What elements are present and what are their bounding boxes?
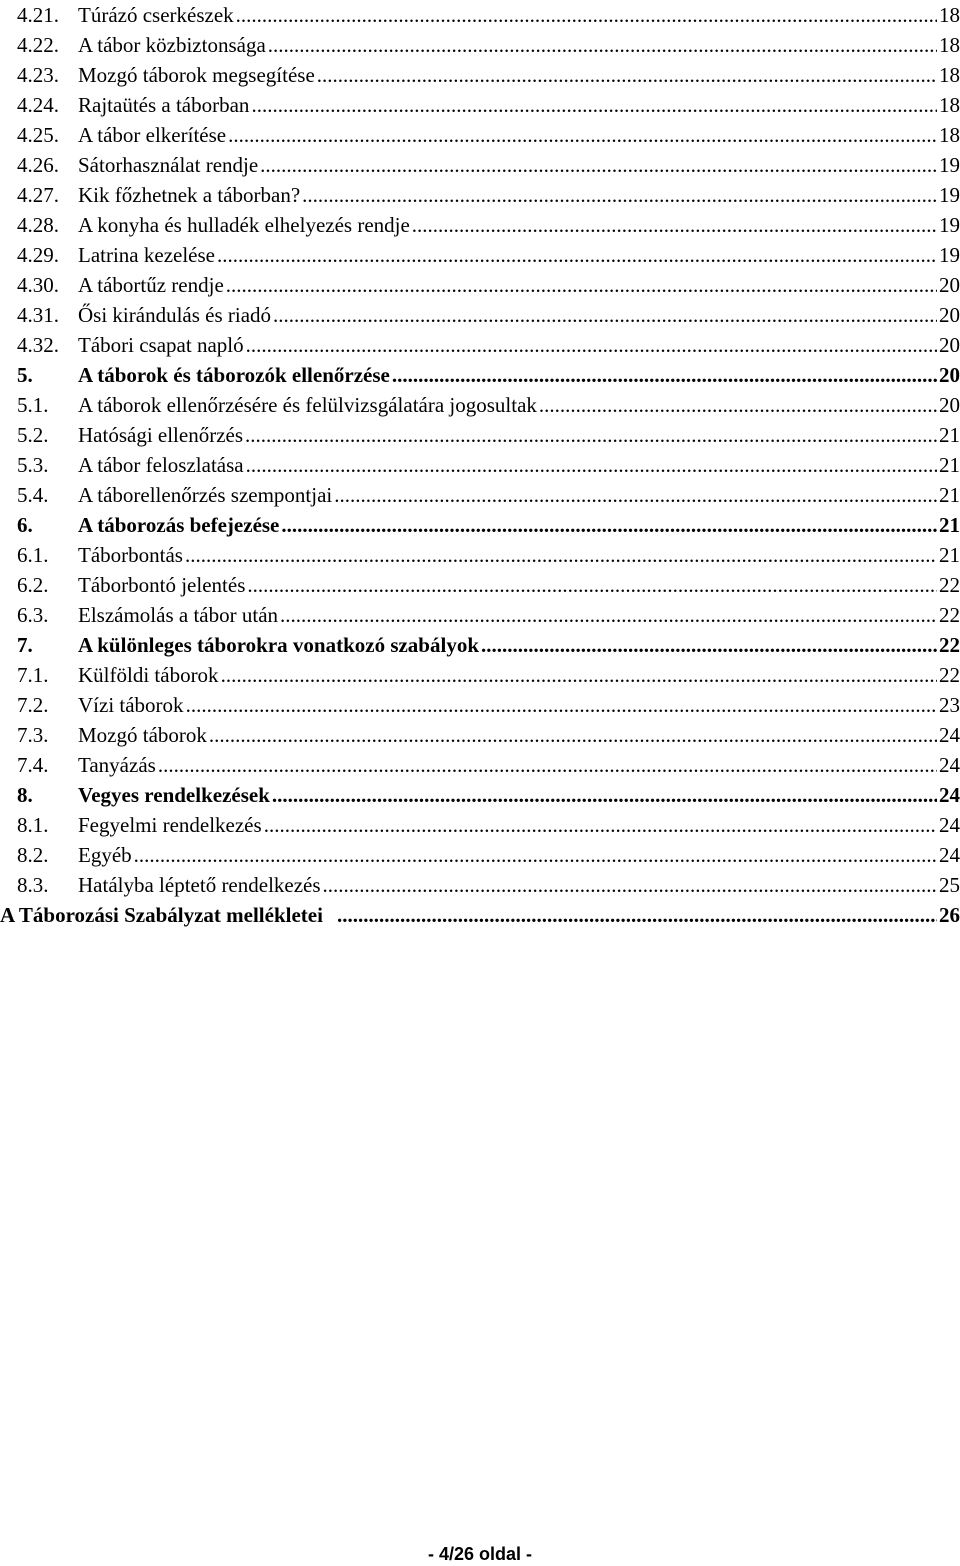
toc-leader-dots [302,180,937,210]
toc-entry-title: A tábor elkerítése [78,123,227,147]
toc-entry-number: 4.28. [17,213,59,237]
toc-entry[interactable] [0,180,960,210]
toc-leader-dots [251,90,937,120]
toc-entry[interactable] [0,660,960,690]
toc-leader-dots [217,240,937,270]
page-number-label: - 4/26 oldal - [427,1544,533,1564]
toc-entry-page: 25 [939,873,960,897]
toc-entry-number: 4.26. [17,153,59,177]
toc-entry[interactable] [0,600,960,630]
toc-entry[interactable] [0,240,960,270]
toc-entry-page: 22 [939,633,960,657]
toc-entry[interactable] [0,60,960,90]
toc-entry[interactable] [0,210,960,240]
toc-entry[interactable] [0,900,960,930]
toc-leader-dots [273,300,937,330]
toc-entry-page: 21 [939,543,960,567]
toc-entry[interactable] [0,420,960,450]
toc-entry[interactable] [0,360,960,390]
toc-entry-page: 24 [939,753,960,777]
toc-entry-title: A tábortűz rendje [78,273,224,297]
toc-entry-page: 20 [939,273,960,297]
toc-entry-title: Fegyelmi rendelkezés [78,813,262,837]
toc-entry-number: 4.23. [17,63,59,87]
toc-entry[interactable] [0,780,960,810]
toc-entry-title: Sátorhasználat rendje [78,153,259,177]
toc-entry-title: A különleges táborokra vonatkozó szabályok [78,633,479,657]
toc-entry[interactable] [0,510,960,540]
toc-entry-number: 8.3. [17,873,49,897]
toc-entry[interactable] [0,120,960,150]
toc-entry-number: 6. [17,513,33,537]
toc-entry-number: 8. [17,783,33,807]
toc-entry-title: Hatósági ellenőrzés [78,423,244,447]
toc-entry-number: 7.2. [17,693,49,717]
toc-entry-page: 24 [939,813,960,837]
toc-entry[interactable] [0,390,960,420]
toc-entry[interactable] [0,300,960,330]
toc-entry-number: 4.24. [17,93,59,117]
toc-entry-number: 4.27. [17,183,59,207]
page-footer [0,1544,960,1565]
toc-entry-page: 22 [939,603,960,627]
toc-entry-number: 5.2. [17,423,49,447]
toc-entry[interactable] [0,30,960,60]
toc-entry-title: Tanyázás [78,753,156,777]
toc-leader-dots [268,30,937,60]
toc-entry-page: 22 [939,663,960,687]
toc-entry-title: Elszámolás a tábor után [78,603,279,627]
toc-leader-dots [247,570,937,600]
toc-entry[interactable] [0,720,960,750]
toc-entry-number: 8.2. [17,843,49,867]
toc-entry-page: 19 [939,243,960,267]
toc-entry-number: 4.29. [17,243,59,267]
toc-entry[interactable] [0,330,960,360]
toc-leader-dots [185,540,937,570]
toc-leader-dots [264,810,937,840]
toc-entry-title: A tábor feloszlatása [78,453,244,477]
toc-entry-title: Rajtaütés a táborban [78,93,250,117]
toc-leader-dots [246,450,937,480]
toc-entry-page: 20 [939,333,960,357]
toc-entry-number: 4.30. [17,273,59,297]
toc-entry-title: A táborozás befejezése [78,513,280,537]
toc-entry-page: 21 [939,513,960,537]
toc-entry-number: 7. [17,633,33,657]
toc-entry-title: Hatályba léptető rendelkezés [78,873,321,897]
toc-entry-title: Mozgó táborok megsegítése [78,63,315,87]
toc-entry-number: 6.3. [17,603,49,627]
toc-entry-page: 22 [939,573,960,597]
toc-leader-dots [228,120,937,150]
toc-leader-dots [209,720,937,750]
toc-entry-number: 5.1. [17,393,49,417]
toc-entry-title: Tábori csapat napló [78,333,244,357]
toc-entry[interactable] [0,90,960,120]
toc-leader-dots [158,750,937,780]
toc-leader-dots [186,690,937,720]
toc-leader-dots [412,210,937,240]
toc-entry-number: 5.3. [17,453,49,477]
toc-entry[interactable] [0,840,960,870]
toc-entry-number: 4.31. [17,303,59,327]
toc-leader-dots [280,600,937,630]
toc-leader-dots [337,900,937,930]
toc-entry-number: 4.22. [17,33,59,57]
toc-entry-number: 4.25. [17,123,59,147]
toc-leader-dots [392,360,937,390]
toc-entry-page: 18 [939,63,960,87]
toc-entry-title: Túrázó cserkészek [78,3,234,27]
toc-entry-page: 21 [939,483,960,507]
toc-entry[interactable] [0,270,960,300]
toc-entry-title: Kik főzhetnek a táborban? [78,183,301,207]
toc-entry[interactable] [0,870,960,900]
toc-entry[interactable] [0,750,960,780]
toc-entry-page: 20 [939,393,960,417]
toc-entry-title: A tábor közbiztonsága [78,33,266,57]
toc-entry[interactable] [0,540,960,570]
toc-leader-dots [245,420,937,450]
toc-leader-dots [221,660,937,690]
toc-entry-page: 24 [939,723,960,747]
toc-entry-number: 7.3. [17,723,49,747]
toc-entry-number: 7.4. [17,753,49,777]
toc-entry-title: Vízi táborok [78,693,184,717]
toc-entry-title: Vegyes rendelkezések [78,783,270,807]
toc-entry-page: 20 [939,363,960,387]
toc-leader-dots [317,60,937,90]
toc-leader-dots [323,870,937,900]
toc-leader-dots [260,150,937,180]
toc-entry-title: Egyéb [78,843,132,867]
toc-leader-dots [481,630,937,660]
toc-entry-title: A Táborozási Szabályzat mellékletei [0,903,323,927]
toc-entry-page: 19 [939,153,960,177]
toc-leader-dots [334,480,937,510]
toc-entry-page: 19 [939,213,960,237]
toc-entry-page: 18 [939,123,960,147]
toc-leader-dots [539,390,937,420]
toc-entry-page: 26 [939,903,960,927]
toc-entry[interactable] [0,690,960,720]
toc-entry-title: A konyha és hulladék elhelyezés rendje [78,213,410,237]
toc-entry-page: 19 [939,183,960,207]
toc-entry-number: 8.1. [17,813,49,837]
toc-leader-dots [134,840,937,870]
toc-entry-page: 23 [939,693,960,717]
toc-leader-dots [272,780,937,810]
toc-entry-page: 24 [939,783,960,807]
toc-leader-dots [246,330,937,360]
toc-entry-number: 5.4. [17,483,49,507]
toc-entry[interactable] [0,570,960,600]
toc-entry[interactable] [0,150,960,180]
toc-entry-title: Táborbontás [78,543,183,567]
toc-entry-page: 18 [939,33,960,57]
toc-entry-title: Külföldi táborok [78,663,219,687]
toc-entry-number: 4.32. [17,333,59,357]
toc-entry-page: 21 [939,453,960,477]
toc-entry-number: 5. [17,363,33,387]
toc-entry[interactable] [0,630,960,660]
toc-entry[interactable] [0,0,960,30]
toc-leader-dots [226,270,937,300]
toc-entry-title: Mozgó táborok [78,723,207,747]
toc-entry-title: Ősi kirándulás és riadó [78,303,272,327]
toc-entry-page: 21 [939,423,960,447]
toc-entry-page: 18 [939,93,960,117]
toc-entry[interactable] [0,810,960,840]
toc-leader-dots [281,510,937,540]
toc-entry[interactable] [0,450,960,480]
toc-entry[interactable] [0,480,960,510]
toc-entry-title: A táborok ellenőrzésére és felülvizsgálatára jogosultak [78,393,537,417]
toc-entry-title: Latrina kezelése [78,243,215,267]
toc-entry-title: A táborok és táborozók ellenőrzése [78,363,390,387]
toc-entry-title: Táborbontó jelentés [78,573,246,597]
toc-entry-number: 7.1. [17,663,49,687]
toc-entry-page: 24 [939,843,960,867]
toc-entry-page: 20 [939,303,960,327]
toc-leader-dots [236,0,937,30]
toc-entry-page: 18 [939,3,960,27]
toc-entry-number: 4.21. [17,3,59,27]
toc-entry-number: 6.2. [17,573,49,597]
toc-entry-number: 6.1. [17,543,49,567]
toc-entry-title: A táborellenőrzés szempontjai [78,483,333,507]
